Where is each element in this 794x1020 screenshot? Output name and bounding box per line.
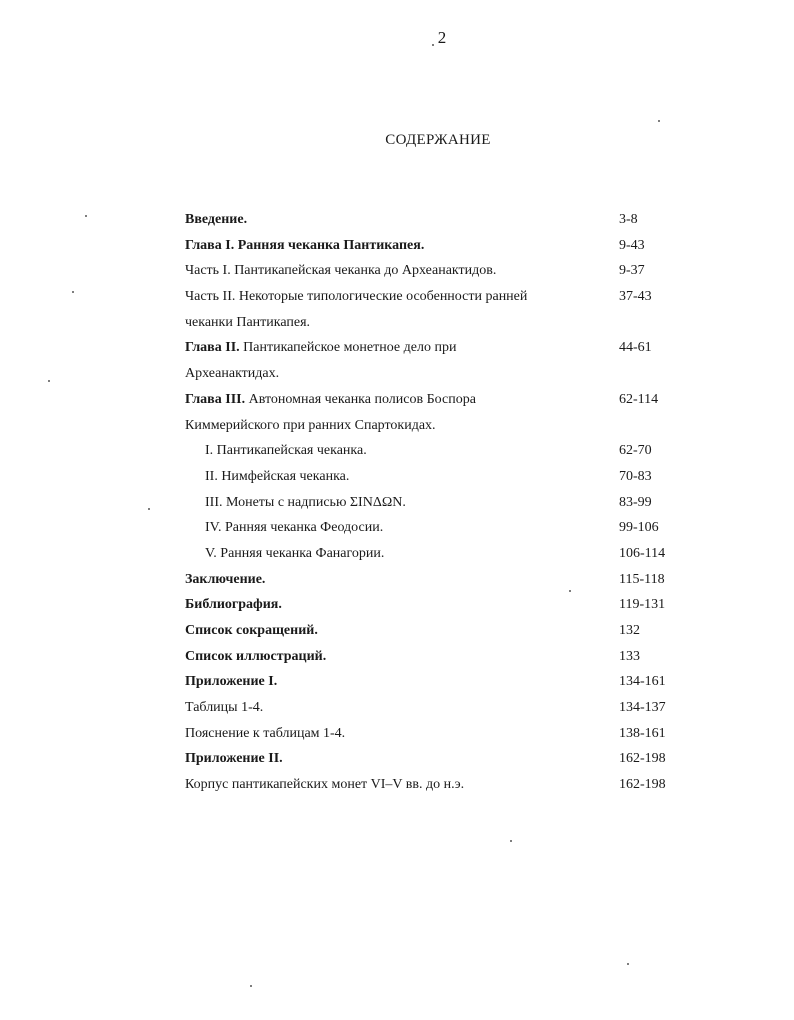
- toc-entry: [185, 669, 685, 695]
- toc-entry-pages: 9-43: [619, 237, 645, 253]
- toc-entry-pages: 62-70: [619, 443, 652, 459]
- toc-entry: [185, 541, 685, 567]
- toc-entry-label: Пояснение к таблицам 1-4.: [185, 725, 346, 741]
- toc-entry-pages: 133: [619, 648, 640, 664]
- scan-speck: [250, 985, 252, 987]
- toc-entry: [185, 413, 685, 439]
- toc-entry-pages: 106-114: [619, 545, 666, 561]
- toc-entry-label: II. Нимфейская чеканка.: [205, 468, 350, 484]
- toc-entry-label: III. Монеты с надписью ΣΙΝΔΩΝ.: [205, 494, 406, 510]
- toc-entry: [185, 387, 685, 413]
- scan-speck: [658, 120, 660, 122]
- scan-speck: [48, 380, 50, 382]
- scan-speck: [569, 590, 571, 592]
- scan-speck: [85, 215, 87, 217]
- toc-entry: [185, 567, 685, 593]
- toc-entry: [185, 284, 685, 310]
- toc-entry-pages: 37-43: [619, 289, 652, 305]
- toc-entry: [185, 721, 685, 747]
- table-of-contents: [185, 207, 685, 798]
- scan-speck: [72, 291, 74, 293]
- toc-entry: [185, 618, 685, 644]
- toc-entry-label: Корпус пантикапейских монет VI–V вв. до н.э.: [185, 777, 465, 793]
- toc-entry-pages: 115-118: [619, 571, 665, 587]
- toc-entry-pages: 134-137: [619, 700, 666, 716]
- toc-entry-label: Часть II. Некоторые типологические особенности ранней: [185, 289, 528, 305]
- toc-entry: [185, 335, 685, 361]
- toc-entry-pages: 83-99: [619, 494, 652, 510]
- toc-entry-label-lead: Глава III.: [185, 391, 246, 407]
- toc-entry-pages: 9-37: [619, 263, 645, 279]
- toc-entry: [185, 233, 685, 259]
- toc-entry-label: чеканки Пантикапея.: [185, 314, 311, 330]
- toc-entry-label: V. Ранняя чеканка Фанагории.: [205, 545, 385, 561]
- scan-speck: [510, 840, 512, 842]
- toc-entry: [185, 438, 685, 464]
- toc-entry: [185, 361, 685, 387]
- page-number: 2: [437, 28, 447, 47]
- toc-entry: [185, 592, 685, 618]
- toc-entry: [185, 310, 685, 336]
- toc-entry: [185, 258, 685, 284]
- toc-entry-label: Библиография.: [185, 597, 282, 613]
- toc-entry-label: Приложение II.: [185, 751, 283, 767]
- toc-entry-pages: 62-114: [619, 391, 659, 407]
- toc-entry-label: Приложение I.: [185, 674, 278, 690]
- scan-speck: [432, 44, 434, 46]
- toc-entry-label: Часть I. Пантикапейская чеканка до Археанактидов.: [185, 263, 497, 279]
- toc-entry-pages: 162-198: [619, 751, 666, 767]
- toc-entry-pages: 119-131: [619, 597, 666, 613]
- toc-entry-label-lead: Глава II.: [185, 340, 240, 356]
- toc-entry-label: Глава III. Автономная чеканка полисов Боспора: [185, 391, 476, 407]
- toc-entry-label: I. Пантикапейская чеканка.: [205, 443, 367, 459]
- toc-entry-pages: 99-106: [619, 520, 659, 536]
- toc-entry-label: Археанактидах.: [185, 366, 280, 382]
- toc-entry: [185, 746, 685, 772]
- toc-entry: [185, 695, 685, 721]
- toc-entry-pages: 132: [619, 623, 640, 638]
- toc-entry-label: Глава II. Пантикапейское монетное дело при: [185, 340, 457, 356]
- toc-entry-label: IV. Ранняя чеканка Феодосии.: [205, 520, 384, 536]
- toc-entry-label: Киммерийского при ранних Спартокидах.: [185, 417, 436, 433]
- toc-entry-label: Глава I. Ранняя чеканка Пантикапея.: [185, 237, 425, 253]
- toc-entry-pages: 70-83: [619, 468, 652, 484]
- toc-entry-label: Список сокращений.: [185, 623, 318, 638]
- toc-entry-pages: 162-198: [619, 777, 666, 793]
- toc-entry: [185, 490, 685, 516]
- toc-entry-label: Список иллюстраций.: [185, 648, 327, 664]
- toc-entry-pages: 138-161: [619, 725, 666, 741]
- toc-entry: [185, 207, 685, 233]
- scan-speck: [148, 508, 150, 510]
- toc-entry-pages: 3-8: [619, 212, 638, 227]
- toc-entry-pages: 134-161: [619, 674, 666, 690]
- toc-entry: [185, 772, 685, 798]
- toc-entry: [185, 644, 685, 670]
- toc-entry: [185, 515, 685, 541]
- toc-title: СОДЕРЖАНИЕ: [385, 132, 491, 148]
- scan-speck: [627, 963, 629, 965]
- toc-entry-label: Введение.: [185, 212, 248, 227]
- toc-entry-label: Заключение.: [185, 571, 266, 587]
- toc-entry: [185, 464, 685, 490]
- toc-entry-pages: 44-61: [619, 340, 652, 356]
- toc-entry-label: Таблицы 1-4.: [185, 700, 264, 716]
